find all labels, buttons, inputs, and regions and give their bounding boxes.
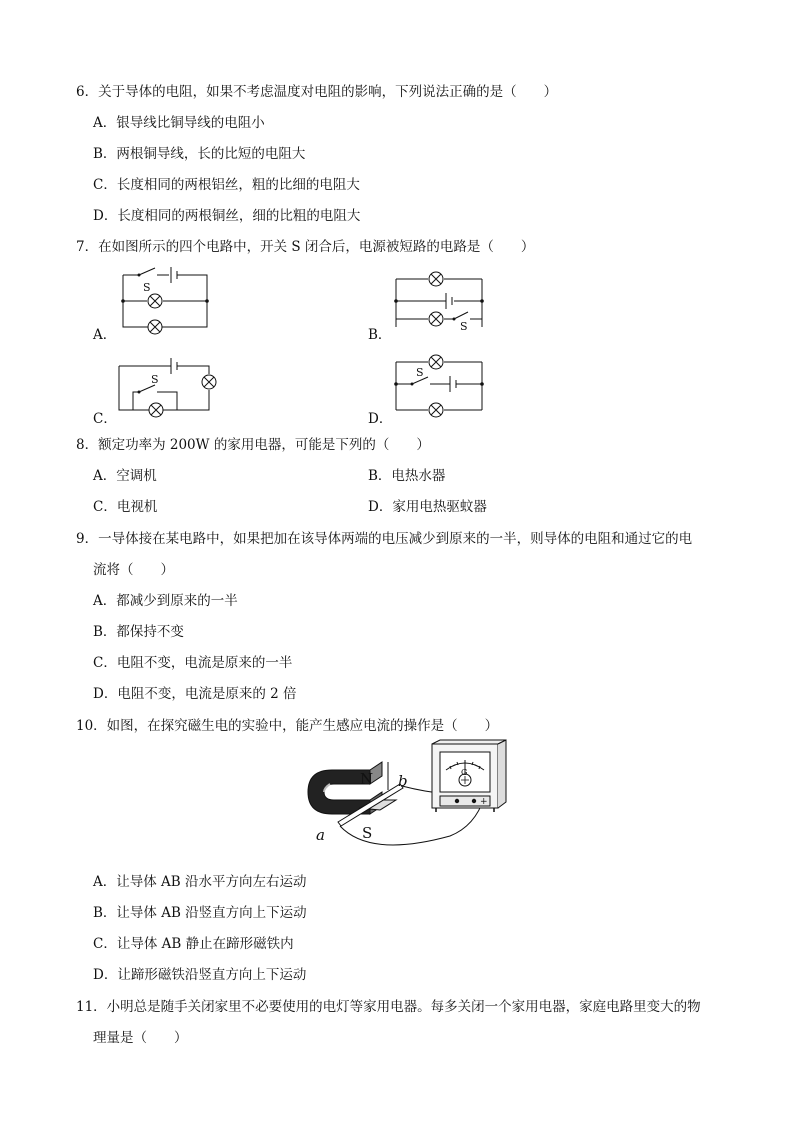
- question-6-option-a: A．银导线比铜导线的电阻小: [93, 115, 265, 131]
- question-6-option-b: B．两根铜导线，长的比短的电阻大: [93, 146, 306, 162]
- galvanometer-plus-label: +: [480, 797, 488, 807]
- question-7-label-c: C．: [93, 411, 117, 427]
- question-8-option-b: B．电热水器: [368, 468, 446, 484]
- question-10-stem: 10．如图，在探究磁生电的实验中，能产生感应电流的操作是（ ）: [76, 718, 499, 734]
- question-11-stem: 11．小明总是随手关闭家里不必要使用的电灯等家用电器。每多关闭一个家用电器，家庭电路里变大的物: [76, 999, 701, 1015]
- question-10-option-c: C．让导体 AB 静止在蹄形磁铁内: [93, 936, 294, 952]
- question-8-option-c: C．电视机: [93, 499, 158, 515]
- circuit-a-diagram: [115, 265, 215, 335]
- question-9-option-a: A．都减少到原来的一半: [93, 593, 238, 609]
- circuit-d-switch-label: S: [416, 366, 424, 379]
- question-7-label-b: B．: [368, 327, 392, 343]
- question-9-option-b: B．都保持不变: [93, 624, 184, 640]
- circuit-d-diagram: [390, 348, 490, 418]
- rod-end-a-label: a: [316, 826, 325, 844]
- magnet-south-label: S: [362, 824, 373, 842]
- circuit-c-switch-label: S: [151, 373, 159, 386]
- circuit-b-switch-label: S: [460, 320, 468, 333]
- circuit-c-diagram: [115, 348, 215, 418]
- question-10-option-d: D．让蹄形磁铁沿竖直方向上下运动: [93, 967, 307, 983]
- circuit-b-diagram: [390, 265, 490, 335]
- question-8-option-a: A．空调机: [93, 468, 157, 484]
- question-10-option-a: A．让导体 AB 沿水平方向左右运动: [93, 874, 307, 890]
- question-6-stem: 6．关于导体的电阻，如果不考虑温度对电阻的影响，下列说法正确的是（ ）: [76, 84, 558, 100]
- galvanometer-g-label: G: [461, 768, 468, 777]
- question-9-stem: 9．一导体接在某电路中，如果把加在该导体两端的电压减少到原来的一半，则导体的电阻和通过它的电: [76, 531, 693, 547]
- question-11-stem-continued: 理量是（ ）: [93, 1030, 188, 1046]
- rod-end-b-label: b: [398, 772, 408, 790]
- galvanometer: [432, 740, 506, 812]
- electromagnetic-induction-figure: [300, 740, 530, 850]
- question-6-option-d: D．长度相同的两根铜丝，细的比粗的电阻大: [93, 208, 361, 224]
- question-9-stem-continued: 流将（ ）: [93, 562, 174, 578]
- question-9-option-c: C．电阻不变，电流是原来的一半: [93, 655, 293, 671]
- question-9-option-d: D．电阻不变，电流是原来的 2 倍: [93, 686, 297, 702]
- question-7-label-d: D．: [368, 411, 393, 427]
- magnet-north-label: N: [360, 770, 374, 788]
- question-7-label-a: A．: [93, 327, 117, 343]
- question-7-stem: 7．在如图所示的四个电路中，开关 S 闭合后，电源被短路的电路是（ ）: [76, 239, 535, 255]
- question-8-option-d: D．家用电热驱蚊器: [368, 499, 487, 515]
- circuit-a-switch-label: S: [143, 281, 151, 294]
- horseshoe-magnet: [308, 762, 396, 814]
- question-6-option-c: C．长度相同的两根铝丝，粗的比细的电阻大: [93, 177, 360, 193]
- question-10-option-b: B．让导体 AB 沿竖直方向上下运动: [93, 905, 307, 921]
- question-8-stem: 8．额定功率为 200W 的家用电器，可能是下列的（ ）: [76, 437, 430, 453]
